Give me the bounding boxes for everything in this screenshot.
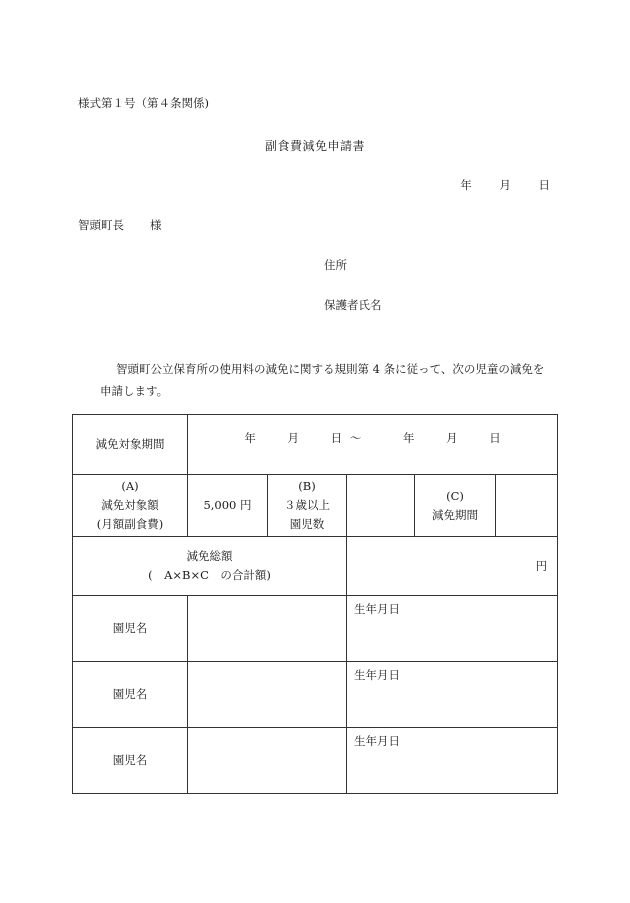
addressee <box>78 220 162 232</box>
child-name-label: 園児名 <box>73 728 188 794</box>
date-month-label: 月 <box>499 178 511 192</box>
child-count-mark: (B) <box>298 479 316 493</box>
child-row <box>73 596 558 662</box>
exemption-period-label: 減免期間 <box>432 507 478 522</box>
child-row <box>73 662 558 728</box>
period-value-cell[interactable] <box>188 415 558 475</box>
child-count-sub: 園児数 <box>289 517 325 531</box>
total-label: 減免総額 <box>186 549 233 563</box>
child-name-label: 園児名 <box>73 662 188 728</box>
date-day-label: 日 <box>538 178 550 192</box>
period-from-day: 日 <box>330 431 343 445</box>
application-date <box>436 180 550 192</box>
target-amount-mark: (A) <box>121 479 139 493</box>
period-label: 減免対象期間 <box>73 415 188 475</box>
period-to-day: 日 <box>489 431 501 445</box>
exemption-period-mark: (C) <box>446 488 464 503</box>
exemption-period-field[interactable] <box>496 475 558 537</box>
addressee-honorific: 様 <box>150 218 162 232</box>
period-tilde: ～ <box>349 431 362 445</box>
period-row <box>73 415 558 475</box>
total-sub: ( A×B×C の合計額) <box>148 568 271 582</box>
target-amount-label-cell <box>73 475 188 537</box>
target-amount-sub: (月額副食費) <box>96 517 164 531</box>
child-row <box>73 728 558 794</box>
birth-date-field[interactable]: 生年月日 <box>347 728 558 794</box>
period-range <box>188 429 557 448</box>
address-label: 住所 <box>324 258 347 272</box>
total-amount-field[interactable]: 円 <box>347 537 558 596</box>
exemption-form-table <box>72 414 558 794</box>
calculation-row <box>73 475 558 537</box>
form-number: 様式第１号（第４条関係) <box>78 96 209 110</box>
child-name-field[interactable] <box>188 662 347 728</box>
guardian-name-label: 保護者氏名 <box>324 298 382 312</box>
period-from-year: 年 <box>244 431 256 445</box>
child-count-field[interactable] <box>347 475 415 537</box>
application-statement: 智頭町公立保育所の使用料の減免に関する規則第 4 条に従って、次の児童の減免を申請します。 <box>100 362 545 398</box>
period-from-month: 月 <box>287 431 299 445</box>
target-amount-value: 5,000 円 <box>188 475 268 537</box>
date-year-label: 年 <box>460 178 472 192</box>
target-amount-label: 減免対象額 <box>101 498 159 512</box>
total-label-cell <box>73 537 347 596</box>
document-title: 副食費減免申請書 <box>264 139 365 153</box>
child-name-label: 園児名 <box>73 596 188 662</box>
total-row <box>73 537 558 596</box>
child-count-label: ３歳以上 <box>284 498 330 512</box>
child-name-field[interactable] <box>188 596 347 662</box>
addressee-name: 智頭町長 <box>78 218 124 232</box>
child-name-field[interactable] <box>188 728 347 794</box>
birth-date-field[interactable]: 生年月日 <box>347 596 558 662</box>
period-to-month: 月 <box>446 431 458 445</box>
exemption-period-label-cell <box>415 475 496 537</box>
birth-date-field[interactable]: 生年月日 <box>347 662 558 728</box>
child-count-label-cell <box>268 475 347 537</box>
period-to-year: 年 <box>402 431 415 445</box>
